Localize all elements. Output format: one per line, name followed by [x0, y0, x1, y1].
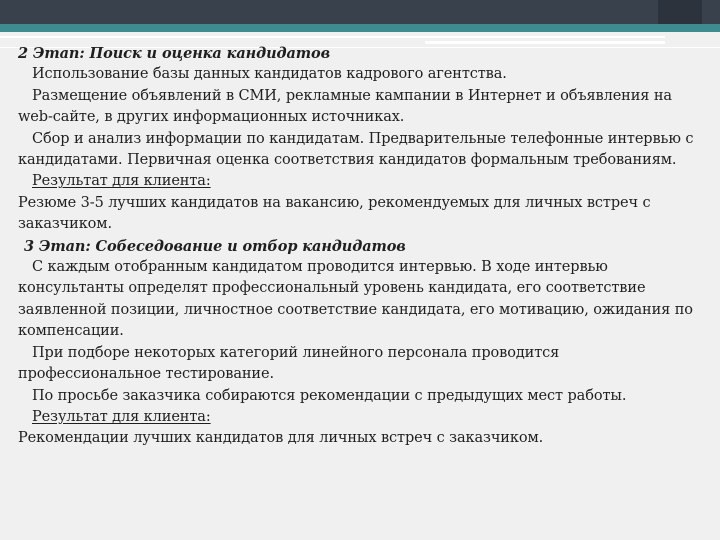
- stage3-paragraph-2: При подборе некоторых категорий линейного персонала проводится профессиональное тестирование.: [18, 344, 560, 383]
- stage2-paragraph-2: Размещение объявлений в СМИ, рекламные кампании в Интернет и объявления на web-сайте, в других информационных источниках.: [18, 87, 672, 126]
- stage3-result-text: Рекомендации лучших кандидатов для личных встреч с заказчиком.: [18, 430, 544, 447]
- header-accent-stripe: [0, 24, 720, 32]
- stage2-result-text: Резюме 3-5 лучших кандидатов на вакансию, рекомендуемых для личных встреч с заказчиком.: [18, 194, 651, 233]
- stage2-result-label: Результат для клиента:: [32, 173, 211, 190]
- stage3-paragraph-3: По просьбе заказчика собираются рекомендации с предыдущих мест работы.: [32, 387, 627, 404]
- header-corner-block: [658, 0, 702, 24]
- stage2-paragraph-1: Использование базы данных кандидатов кадрового агентства.: [32, 66, 507, 83]
- slide-header-bar: [0, 0, 720, 24]
- stage3-result-label: Результат для клиента:: [32, 408, 211, 425]
- stage3-heading: 3 Этап: Собеседование и отбор кандидатов: [24, 237, 406, 255]
- stage2-heading: 2 Этап: Поиск и оценка кандидатов: [18, 45, 331, 62]
- stage3-paragraph-1: С каждым отобранным кандидатом проводится интервью. В ходе интервью консультанты определят профессиональный уровень кандидата, его соответствие заявленной позиции, личностное соответствие кандидата, его мотивацию, ожидания по компенсации.: [18, 259, 693, 340]
- stage2-paragraph-3: Сбор и анализ информации по кандидатам. Предварительные телефонные интервью с кандидатами. Первичная оценка соответствия кандидатов формальным требованиям.: [18, 130, 694, 169]
- slide-content: [18, 43, 698, 450]
- decorative-line: [0, 36, 665, 38]
- stage3-result-label-row: [18, 407, 698, 428]
- stage2-result-label-row: [18, 171, 698, 192]
